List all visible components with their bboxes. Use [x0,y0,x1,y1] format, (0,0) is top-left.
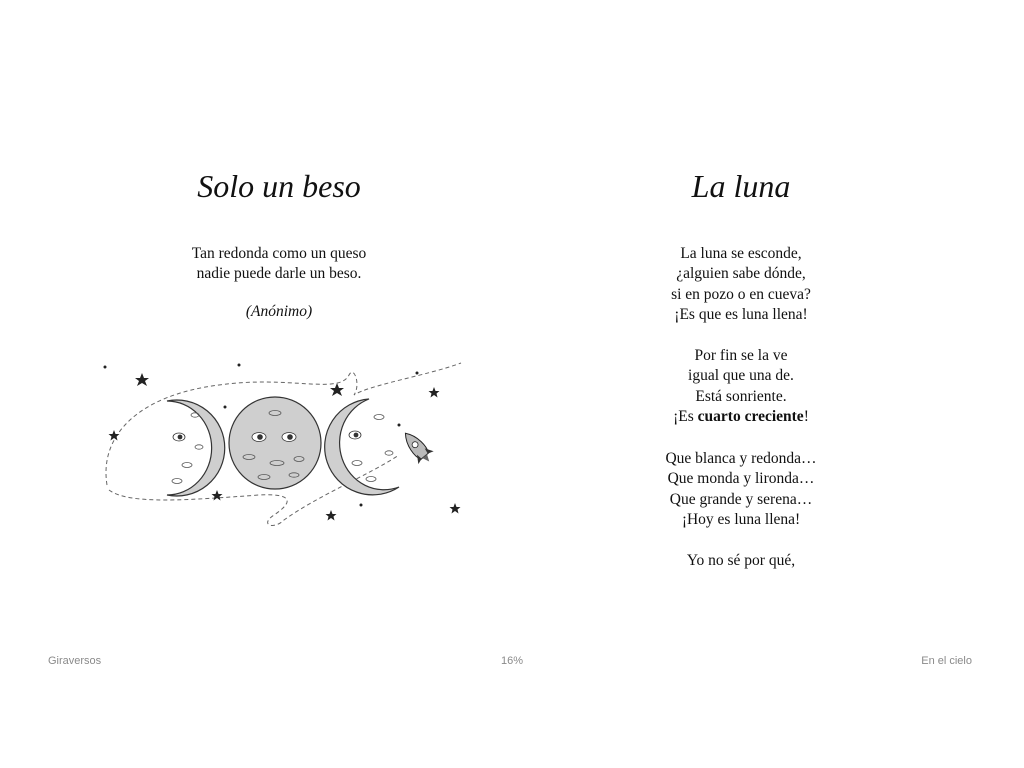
poem-line: Que blanca y redonda… [665,450,817,467]
stanza-1 [551,244,931,326]
book-title: Giraversos [48,655,102,667]
poem-line: ¿alguien sabe dónde, [676,265,806,283]
poem-line: Que monda y lironda… [667,470,815,488]
crescent-moon-left [167,400,225,496]
poem-title-solo-un-beso: Solo un beso [197,168,361,204]
stanza-2 [551,346,931,428]
poem-line: Que grande y serena… [669,490,813,508]
emphasis-bold: cuarto creciente [697,408,804,426]
poem-line: La luna se esconde, [680,245,802,262]
emphasis-prefix: ¡Es [673,408,698,426]
emphasis-suffix: ! [803,408,809,426]
poem-line: Está sonriente. [695,387,787,405]
poem-line: nadie puede darle un beso. [196,265,362,283]
poem-line: si en pozo o en cueva? [671,285,811,303]
reading-progress: 16% [500,655,524,667]
poem-line: ¡Es que es luna llena! [674,306,808,324]
poem-line: Yo no sé por qué, [686,552,796,569]
stanza [89,244,469,285]
poem-line: Tan redonda como un queso [191,245,367,262]
stanza-3 [551,449,931,531]
full-moon-center [229,397,321,489]
left-page[interactable] [89,0,469,640]
poem-line-emphasis [551,407,931,427]
crescent-moon-right [325,399,399,495]
poem-author: (Anónimo) [245,303,313,320]
stanza-4 [551,551,931,571]
moons-illustration [99,355,469,535]
poem-line: Por fin se la ve [694,347,788,364]
rocket-icon [398,427,437,468]
poem-line: igual que una de. [688,367,794,385]
poem-line: ¡Hoy es luna llena! [681,511,801,529]
poem-title-la-luna: La luna [691,168,791,204]
chapter-title: En el cielo [921,655,972,667]
right-page[interactable] [551,0,931,640]
